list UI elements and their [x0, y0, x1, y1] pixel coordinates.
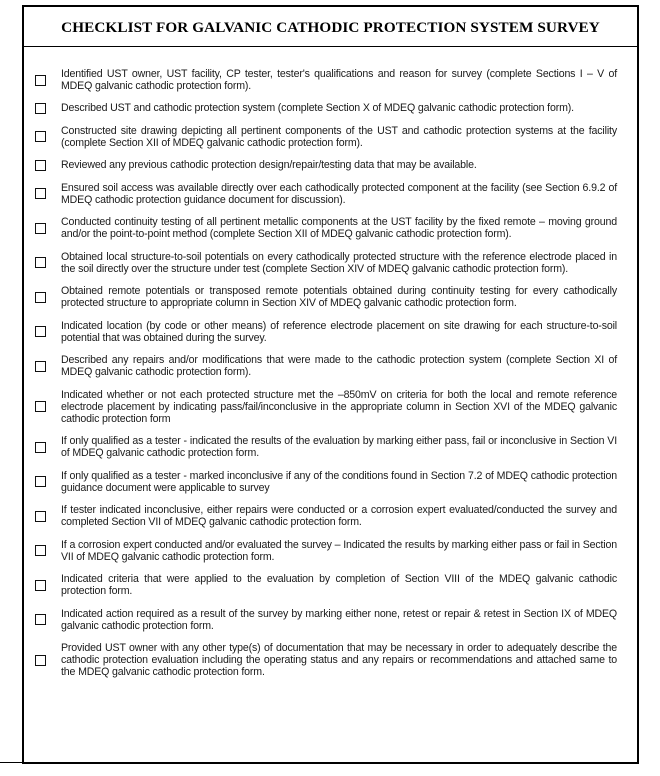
- checklist: [24, 68, 637, 689]
- checklist-item-text: Obtained local structure-to-soil potentials on every cathodically protected structure with the reference electrode placed in the soil directly over the structure under test (complete Section XIV of MDEQ galvanic cathodic protection form).: [61, 250, 617, 275]
- checklist-item-text: Reviewed any previous cathodic protection design/repair/testing data that may be available.: [61, 159, 477, 172]
- checklist-item-text: Indicated location (by code or other means) of reference electrode placement on site drawing for each structure-to-soil potential that was obtained during the survey.: [61, 319, 617, 344]
- checkbox[interactable]: [35, 476, 46, 487]
- checkbox[interactable]: [35, 75, 46, 86]
- checklist-frame: [22, 5, 639, 764]
- checklist-item-text: Indicated action required as a result of the survey by marking either none, retest or repair & retest in Section IX of MDEQ galvanic cathodic protection form.: [61, 607, 617, 632]
- bottom-rule: [0, 762, 150, 763]
- checklist-item: [24, 470, 637, 494]
- checklist-item-text: If a corrosion expert conducted and/or evaluated the survey – Indicated the results by marking either pass or fail in Section VII of MDEQ galvanic cathodic protection form.: [61, 538, 617, 563]
- checklist-item: [24, 354, 637, 378]
- checklist-item-text: If tester indicated inconclusive, either repairs were conducted or a corrosion expert evaluated/conducted the survey and completed Section VII of MDEQ galvanic cathodic protection form.: [61, 504, 617, 529]
- checklist-item-text: If only qualified as a tester - marked inconclusive if any of the conditions found in Section 7.2 of MDEQ cathodic protection guidance document were applicable to survey: [61, 469, 617, 494]
- checklist-item: [24, 573, 637, 597]
- checklist-item-text: Identified UST owner, UST facility, CP tester, tester's qualifications and reason for survey (complete Sections I – V of MDEQ galvanic cathodic protection form).: [61, 68, 617, 93]
- checkbox[interactable]: [35, 614, 46, 625]
- checklist-item: [24, 642, 637, 678]
- checkbox[interactable]: [35, 160, 46, 171]
- checklist-item-text: Conducted continuity testing of all pertinent metallic components at the UST facility by the fixed remote – moving ground and/or the point-to-point method (complete Section XII of MDEQ galvanic cathodic protection form).: [61, 216, 617, 241]
- checklist-item: [24, 320, 637, 344]
- checklist-item: [24, 504, 637, 528]
- checklist-item: [24, 102, 637, 114]
- checklist-item: [24, 159, 637, 171]
- checkbox[interactable]: [35, 326, 46, 337]
- checklist-item: [24, 251, 637, 275]
- title-bar: [24, 7, 637, 47]
- checkbox[interactable]: [35, 401, 46, 412]
- checkbox[interactable]: [35, 361, 46, 372]
- checklist-item-text: Described any repairs and/or modifications that were made to the cathodic protection system (complete Section XI of MDEQ galvanic cathodic protection form).: [61, 354, 617, 379]
- checklist-item-text: Indicated whether or not each protected structure met the –850mV on criteria for both the local and remote reference electrode placement by indicating pass/fail/inconclusive in the appropriate column in Section XVI of the MDEQ galvanic cathodic protection form: [61, 388, 617, 425]
- checklist-item-text: Provided UST owner with any other type(s) of documentation that may be necessary in order to adequately describe the cathodic protection evaluation including the operating status and any repairs or recommendations and attached same to the MDEQ galvanic cathodic protection form.: [61, 642, 617, 679]
- checklist-item-text: Obtained remote potentials or transposed remote potentials obtained during continuity testing for every cathodically protected structure to appropriate column in Section XIV of MDEQ galvanic cathodic protection form.: [61, 285, 617, 310]
- checkbox[interactable]: [35, 103, 46, 114]
- checklist-item-text: If only qualified as a tester - indicated the results of the evaluation by marking either pass, fail or inconclusive in Section VI of MDEQ galvanic cathodic protection form.: [61, 435, 617, 460]
- checkbox[interactable]: [35, 511, 46, 522]
- checklist-item-text: Ensured soil access was available directly over each cathodically protected component at the facility (see Section 6.9.2 of MDEQ cathodic protection guidance document for discussion).: [61, 181, 617, 206]
- checklist-item: [24, 285, 637, 309]
- checklist-item: [24, 182, 637, 206]
- checklist-item: [24, 608, 637, 632]
- checkbox[interactable]: [35, 223, 46, 234]
- checkbox[interactable]: [35, 442, 46, 453]
- checklist-item-text: Described UST and cathodic protection system (complete Section X of MDEQ galvanic cathodic protection form).: [61, 102, 574, 115]
- checklist-item: [24, 539, 637, 563]
- page-title: CHECKLIST FOR GALVANIC CATHODIC PROTECTION SYSTEM SURVEY: [61, 18, 600, 36]
- checklist-item: [24, 68, 637, 92]
- checkbox[interactable]: [35, 545, 46, 556]
- checklist-item-text: Indicated criteria that were applied to the evaluation by completion of Section VIII of the MDEQ galvanic cathodic protection form.: [61, 573, 617, 598]
- checkbox[interactable]: [35, 131, 46, 142]
- checkbox[interactable]: [35, 655, 46, 666]
- checklist-item-text: Constructed site drawing depicting all pertinent components of the UST and cathodic protection systems at the facility (complete Section XII of MDEQ galvanic cathodic protection form).: [61, 124, 617, 149]
- checkbox[interactable]: [35, 257, 46, 268]
- checkbox[interactable]: [35, 580, 46, 591]
- checklist-item: [24, 216, 637, 240]
- checklist-item: [24, 125, 637, 149]
- checklist-item: [24, 435, 637, 459]
- checkbox[interactable]: [35, 292, 46, 303]
- checkbox[interactable]: [35, 188, 46, 199]
- checklist-item: [24, 389, 637, 425]
